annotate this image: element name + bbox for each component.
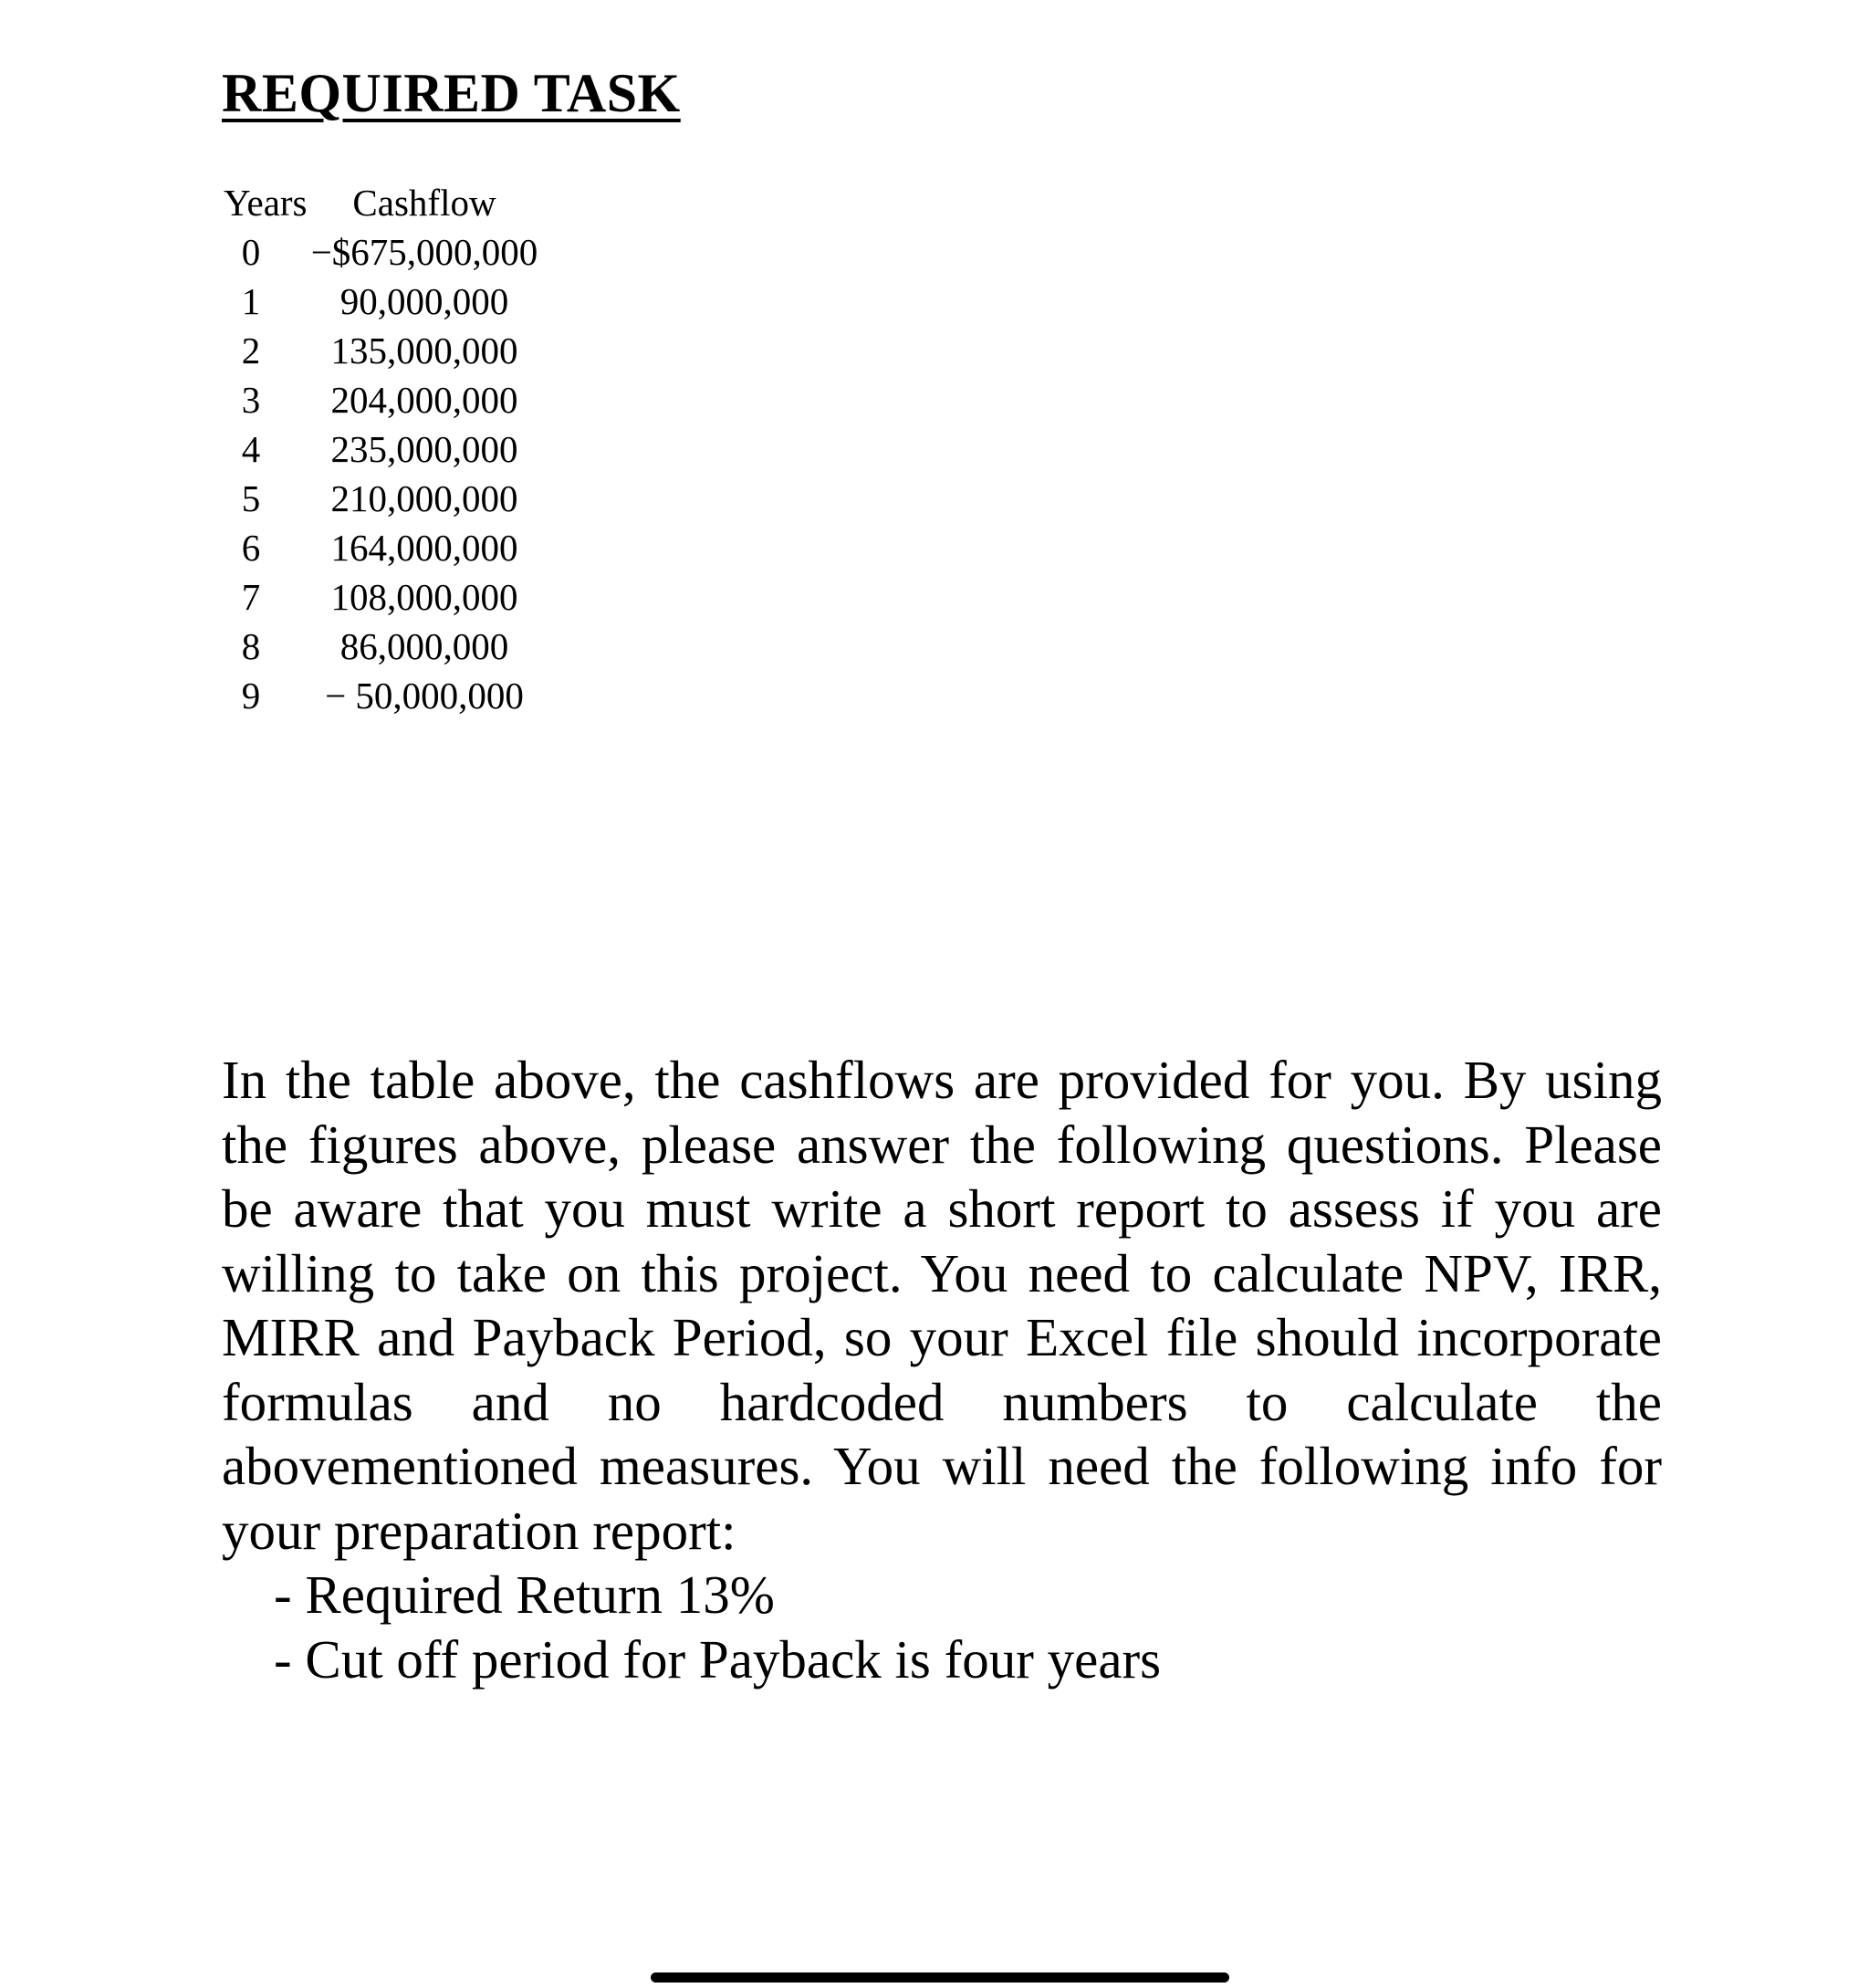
cashflow-header: Cashflow	[352, 182, 496, 224]
table-row	[224, 671, 538, 720]
cashflow-table	[224, 178, 538, 720]
table-row	[224, 523, 538, 572]
cashflow-cell: 164,000,000	[330, 527, 518, 569]
table-row	[224, 227, 538, 277]
year-cell: 6	[241, 527, 261, 569]
year-cell: 5	[241, 477, 261, 519]
table-row	[224, 622, 538, 671]
year-cell: 1	[241, 280, 261, 322]
year-cell: 9	[241, 675, 261, 717]
cashflow-cell: 210,000,000	[330, 477, 518, 519]
cashflow-cell: 135,000,000	[330, 330, 518, 371]
page-title: REQUIRED TASK	[222, 63, 681, 123]
list-item: - Cut off period for Payback is four years	[274, 1628, 1162, 1690]
table-row	[224, 326, 538, 375]
home-indicator[interactable]	[651, 1972, 1229, 1983]
instructions-paragraph: In the table above, the cashflows are provided for you. By using the figures above, please answer the following questions. Please be aware that you must write a short report to assess if you are willing to take on this project. You need to calculate NPV, IRR, MIRR and Payback Period, so your Excel file should incorporate formulas and no hardcoded numbers to calculate the abovementioned measures. You will need the following info for your preparation report:	[222, 1050, 1662, 1561]
years-header: Years	[224, 182, 308, 224]
cashflow-cell: 235,000,000	[330, 428, 518, 470]
table-row	[224, 375, 538, 424]
year-cell: 2	[241, 330, 261, 371]
requirements-list	[274, 1563, 1161, 1691]
cashflow-cell: 86,000,000	[339, 625, 509, 667]
year-cell: 3	[241, 379, 261, 421]
cashflow-cell: 108,000,000	[330, 576, 518, 618]
table-header-row	[224, 178, 538, 227]
list-item: - Required Return 13%	[274, 1564, 775, 1625]
table-row	[224, 424, 538, 474]
cashflow-cell: 204,000,000	[330, 379, 518, 421]
table-row	[224, 277, 538, 326]
year-cell: 7	[241, 576, 261, 618]
table-row	[224, 474, 538, 523]
cashflow-cell: −$675,000,000	[310, 231, 538, 273]
cashflow-cell: 90,000,000	[339, 280, 509, 322]
cashflow-cell: − 50,000,000	[325, 675, 524, 717]
year-cell: 8	[241, 625, 261, 667]
table-row	[224, 572, 538, 622]
year-cell: 4	[241, 428, 261, 470]
year-cell: 0	[241, 231, 261, 273]
